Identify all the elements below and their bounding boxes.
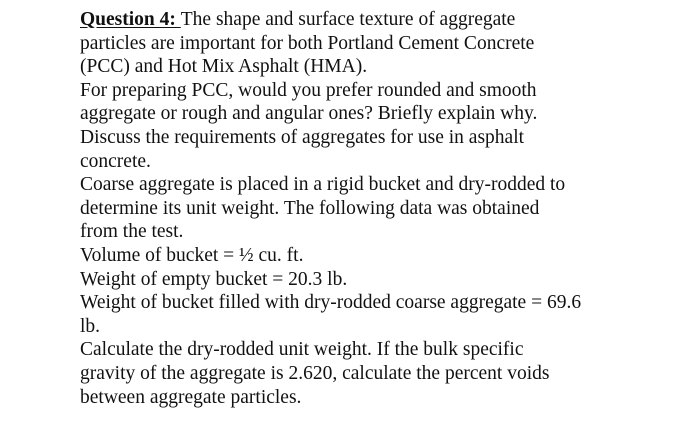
question-header-line: [80, 8, 695, 32]
question-text-line: between aggregate particles.: [80, 386, 302, 408]
question-text-line: The shape and surface texture of aggregate: [180, 9, 516, 30]
question-text-line: from the test.: [80, 221, 184, 243]
question-text-line: Weight of empty bucket = 20.3 lb.: [80, 268, 348, 290]
question-text-line: Volume of bucket = ½ cu. ft.: [80, 244, 304, 266]
question-text-line: (PCC) and Hot Mix Asphalt (HMA).: [80, 56, 368, 78]
question-text-line: determine its unit weight. The following data was obtained: [80, 197, 540, 219]
question-text-line: particles are important for both Portland Cement Concrete: [80, 32, 535, 54]
question-text-line: concrete.: [80, 150, 151, 172]
question-document: [80, 8, 695, 409]
question-text-line: Coarse aggregate is placed in a rigid bucket and dry-rodded to: [80, 174, 566, 196]
question-text-line: Weight of bucket filled with dry-rodded coarse aggregate = 69.6: [80, 292, 582, 314]
question-text-line: aggregate or rough and angular ones? Briefly explain why.: [80, 103, 538, 125]
question-text-line: Calculate the dry-rodded unit weight. If the bulk specific: [80, 339, 524, 361]
question-text-line: Discuss the requirements of aggregates for use in asphalt: [80, 126, 525, 148]
question-text-line: lb.: [80, 315, 101, 337]
question-text-line: gravity of the aggregate is 2.620, calculate the percent voids: [80, 362, 550, 384]
question-label: Question 4:: [80, 9, 181, 30]
question-text-line: For preparing PCC, would you prefer rounded and smooth: [80, 79, 537, 101]
